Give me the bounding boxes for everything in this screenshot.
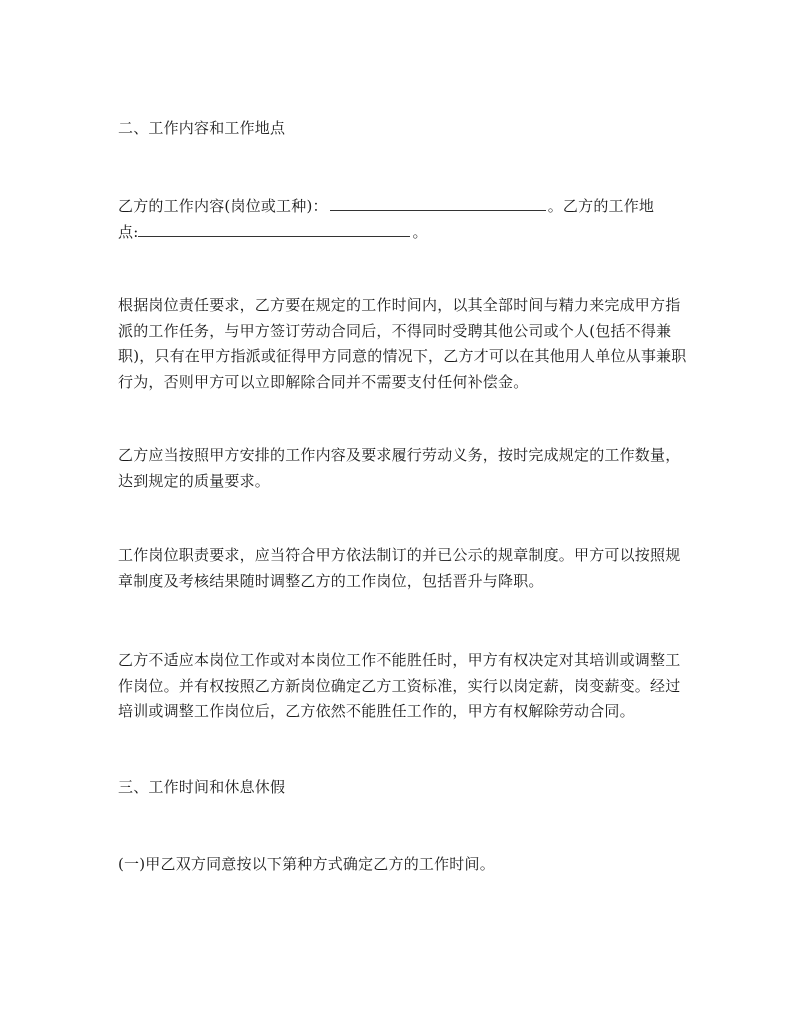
paragraph-position-duties: 工作岗位职责要求，应当符合甲方依法制订的并已公示的规章制度。甲方可以按照规章制度及考核结果随时调整乙方的工作岗位，包括晋升与降职。: [118, 546, 681, 590]
job-content-blank[interactable]: [330, 196, 546, 211]
work-place-period: 。: [412, 222, 428, 241]
paragraph-position-adjustment: 乙方不适应本岗位工作或对本岗位工作不能胜任时，甲方有权决定对其培训或调整工作岗位。并有权按照乙方新岗位确定乙方工资标准，实行以岗定薪，岗变薪变。经过培训或调整工作岗位后，乙方依然不能胜任工作的，甲方有权解除劳动合同。: [118, 651, 681, 720]
paragraph-labor-obligation: 乙方应当按照甲方安排的工作内容及要求履行劳动义务，按时完成规定的工作数量，达到规定的质量要求。: [118, 446, 681, 490]
work-place-blank[interactable]: [138, 222, 410, 237]
job-content-paragraph: [118, 194, 688, 245]
section-heading-work-content: 二、工作内容和工作地点: [118, 119, 286, 137]
work-place-label-start: 。乙方的工作地: [547, 197, 655, 215]
paragraph-exclusive-duty: 根据岗位责任要求，乙方要在规定的工作时间内，以其全部时间与精力来完成甲方指派的工作任务，与甲方签订劳动合同后，不得同时受聘其他公司或个人(包括不得兼职)，只有在甲方指派或征得甲方同意的情况下，乙方才可以在其他用人单位从事兼职行为，否则甲方可以立即解除合同并不需要支付任何补偿金。: [118, 296, 687, 391]
work-place-label-end: 点:: [118, 222, 139, 241]
job-content-label: 乙方的工作内容(岗位或工种)：: [118, 197, 328, 215]
section-heading-work-time: 三、工作时间和休息休假: [118, 778, 286, 796]
paragraph-work-time-method: (一)甲乙双方同意按以下第种方式确定乙方的工作时间。: [118, 855, 495, 873]
